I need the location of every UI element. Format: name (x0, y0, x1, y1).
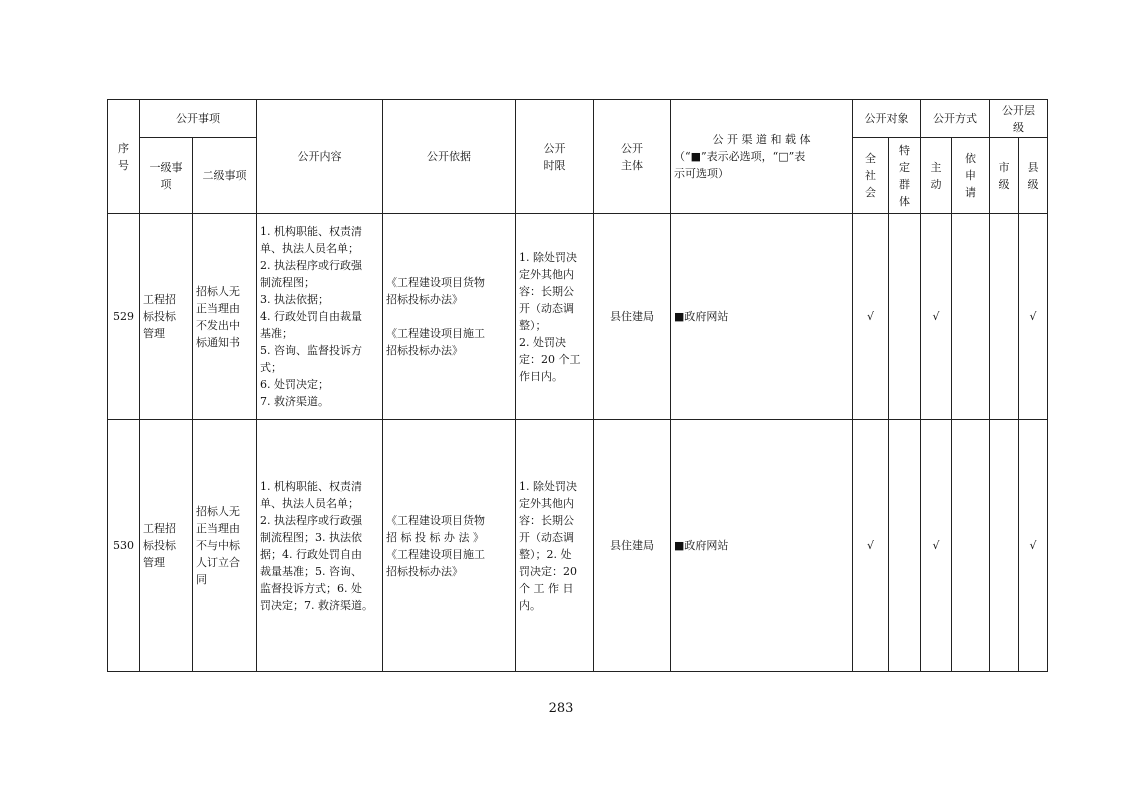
cell-level-city (990, 420, 1019, 672)
header-level1: 一级事 项 (140, 138, 193, 214)
header-method-active: 主 动 (921, 138, 952, 214)
cell-obj-all: √ (853, 214, 889, 420)
header-basis: 公开依据 (383, 100, 516, 214)
header-subject: 公开 主体 (594, 100, 671, 214)
disclosure-table (107, 99, 1048, 672)
cell-seq: 530 (108, 420, 140, 672)
cell-time-limit: 1. 除处罚决 定外其他内 容：长期公 开（动态调 整）； 2. 处罚决 定：20 个工 作日内。 (516, 214, 594, 420)
cell-method-apply (952, 214, 990, 420)
table-row (108, 420, 1048, 672)
cell-level-city (990, 214, 1019, 420)
cell-time-limit: 1. 除处罚决 定外其他内 容：长期公 开（动态调 整）；2. 处 罚决定：20 个 工 作 日 内。 (516, 420, 594, 672)
page-number: 283 (548, 701, 574, 716)
header-level2: 二级事项 (193, 138, 257, 214)
cell-level-county: √ (1019, 420, 1048, 672)
cell-level2: 招标人无 正当理由 不发出中 标通知书 (193, 214, 257, 420)
cell-method-apply (952, 420, 990, 672)
cell-level1: 工程招 标投标 管理 (140, 420, 193, 672)
cell-channel: ■政府网站 (671, 214, 853, 420)
header-level-city: 市 级 (990, 138, 1019, 214)
header-matter: 公开事项 (140, 100, 257, 138)
header-object: 公开对象 (853, 100, 921, 138)
cell-basis: 《工程建设项目货物 招标投标办法》 《工程建设项目施工 招标投标办法》 (383, 214, 516, 420)
cell-method-active: √ (921, 214, 952, 420)
cell-content: 1. 机构职能、权责清 单、执法人员名单； 2. 执法程序或行政强 制流程图； 3. 执法依据； 4. 行政处罚自由裁量 基准； 5. 咨询、监督投诉方 式； 6. 处罚决定； 7. 救济渠道。 (257, 214, 383, 420)
cell-seq: 529 (108, 214, 140, 420)
header-method-apply: 依 申 请 (952, 138, 990, 214)
cell-obj-specific (889, 214, 921, 420)
header-level-county: 县 级 (1019, 138, 1048, 214)
header-method: 公开方式 (921, 100, 990, 138)
table-row (108, 214, 1048, 420)
cell-method-active: √ (921, 420, 952, 672)
cell-content: 1. 机构职能、权责清 单、执法人员名单； 2. 执法程序或行政强 制流程图；3. 执法依 据；4. 行政处罚自由 裁量基准；5. 咨询、 监督投诉方式；6. 处 罚决定；7. 救济渠道。 (257, 420, 383, 672)
header-obj-specific: 特 定 群 体 (889, 138, 921, 214)
header-content: 公开内容 (257, 100, 383, 214)
header-obj-all: 全 社 会 (853, 138, 889, 214)
cell-level-county: √ (1019, 214, 1048, 420)
cell-level2: 招标人无 正当理由 不与中标 人订立合 同 (193, 420, 257, 672)
cell-subject: 县住建局 (594, 214, 671, 420)
header-time-limit: 公开 时限 (516, 100, 594, 214)
cell-obj-specific (889, 420, 921, 672)
cell-channel: ■政府网站 (671, 420, 853, 672)
cell-obj-all: √ (853, 420, 889, 672)
header-channel: 公 开 渠 道 和 载 体 （“■”表示必选项，“□”表 示可选项） (671, 100, 853, 214)
cell-subject: 县住建局 (594, 420, 671, 672)
header-seq: 序 号 (108, 100, 140, 214)
cell-basis: 《工程建设项目货物 招 标 投 标 办 法 》 《工程建设项目施工 招标投标办法》 (383, 420, 516, 672)
header-level: 公开层 级 (990, 100, 1048, 138)
cell-level1: 工程招 标投标 管理 (140, 214, 193, 420)
